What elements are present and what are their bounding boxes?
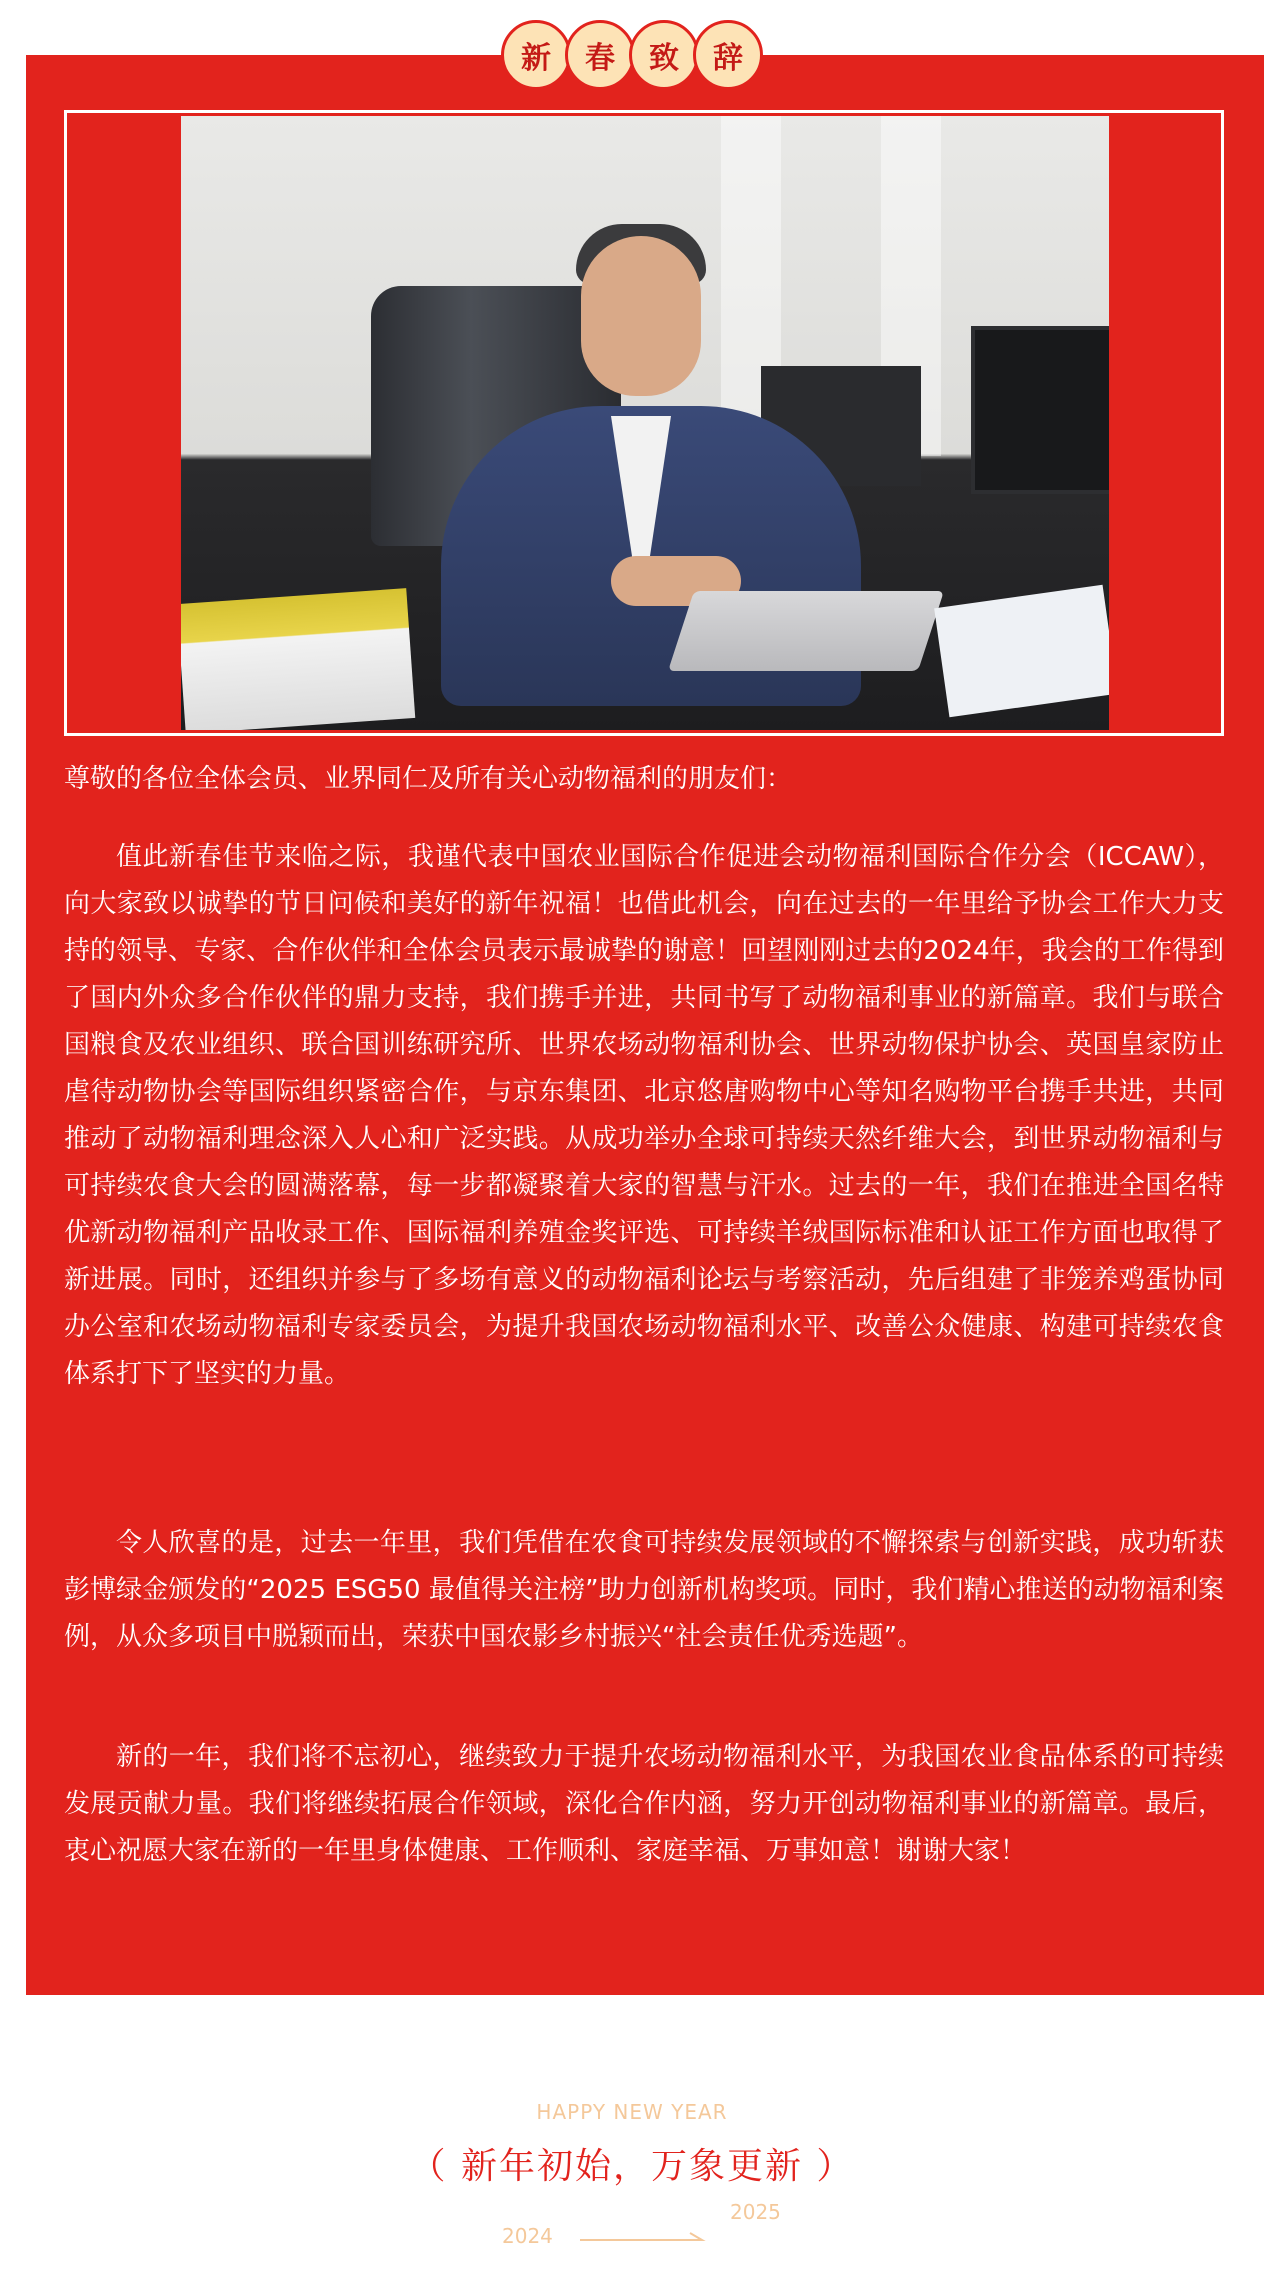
footer-english-greeting: HAPPY NEW YEAR bbox=[536, 2100, 728, 2124]
year-arrow-icon bbox=[578, 2230, 710, 2246]
portrait-photo bbox=[181, 116, 1109, 730]
title-char-2: 春 bbox=[565, 20, 635, 90]
title-char-3: 致 bbox=[629, 20, 699, 90]
year-from: 2024 bbox=[502, 2224, 553, 2248]
papers-shape bbox=[934, 585, 1109, 718]
letter-paragraph-3: 新的一年，我们将不忘初心，继续致力于提升农场动物福利水平，为我国农业食品体系的可持续发展贡献力量。我们将继续拓展合作领域，深化合作内涵，努力开创动物福利事业的新篇章。最后，衷心祝愿大家在新的一年里身体健康、工作顺利、家庭幸福、万事如意！谢谢大家！ bbox=[64, 1742, 1224, 1866]
footer-slogan: （ 新年初始，万象更新 ） bbox=[409, 2146, 855, 2187]
letter-paragraph-1: 值此新春佳节来临之际，我谨代表中国农业国际合作促进会动物福利国际合作分会（ICCAW），向大家致以诚挚的节日问候和美好的新年祝福！也借此机会，向在过去的一年里给予协会工作大力支持的领导、专家、合作伙伴和全体会员表示最诚挚的谢意！回望刚刚过去的2024年，我会的工作得到了国内外众多合作伙伴的鼎力支持，我们携手并进，共同书写了动物福利事业的新篇章。我们与联合国粮食及农业组织、联合国训练研究所、世界农场动物福利协会、世界动物保护协会、英国皇家防止虐待动物协会等国际组织紧密合作，与京东集团、北京悠唐购物中心等知名购物平台携手共进，共同推动了动物福利理念深入人心和广泛实践。从成功举办全球可持续天然纤维大会，到世界动物福利与可持续农食大会的圆满落幕，每一步都凝聚着大家的智慧与汗水。过去的一年，我们在推进全国名特优新动物福利产品收录工作、国际福利养殖金奖评选、可持续羊绒国际标准和认证工作方面也取得了新进展。同时，还组织并参与了多场有意义的动物福利论坛与考察活动，先后组建了非笼养鸡蛋协同办公室和农场动物福利专家委员会，为提升我国农场动物福利水平、改善公众健康、构建可持续农食体系打下了坚实的力量。 bbox=[64, 842, 1224, 1389]
year-to: 2025 bbox=[730, 2200, 781, 2224]
photo-frame bbox=[64, 110, 1224, 736]
laptop-shape bbox=[668, 591, 944, 671]
letter-greeting: 尊敬的各位全体会员、业界同仁及所有关心动物福利的朋友们： bbox=[64, 764, 793, 794]
book-stack-shape bbox=[181, 588, 415, 730]
person-head-shape bbox=[581, 236, 701, 396]
title-char-1: 新 bbox=[501, 20, 571, 90]
title-char-4: 辞 bbox=[693, 20, 763, 90]
title-badges bbox=[0, 20, 1264, 92]
letter-paragraph-2: 令人欣喜的是，过去一年里，我们凭借在农食可持续发展领域的不懈探索与创新实践，成功斩获彭博绿金颁发的“2025 ESG50 最值得关注榜”助力创新机构奖项。同时，我们精心推送的动物福利案例，从众多项目中脱颖而出，荣获中国农影乡村振兴“社会责任优秀选题”。 bbox=[64, 1528, 1224, 1652]
monitor-shape bbox=[971, 326, 1109, 494]
